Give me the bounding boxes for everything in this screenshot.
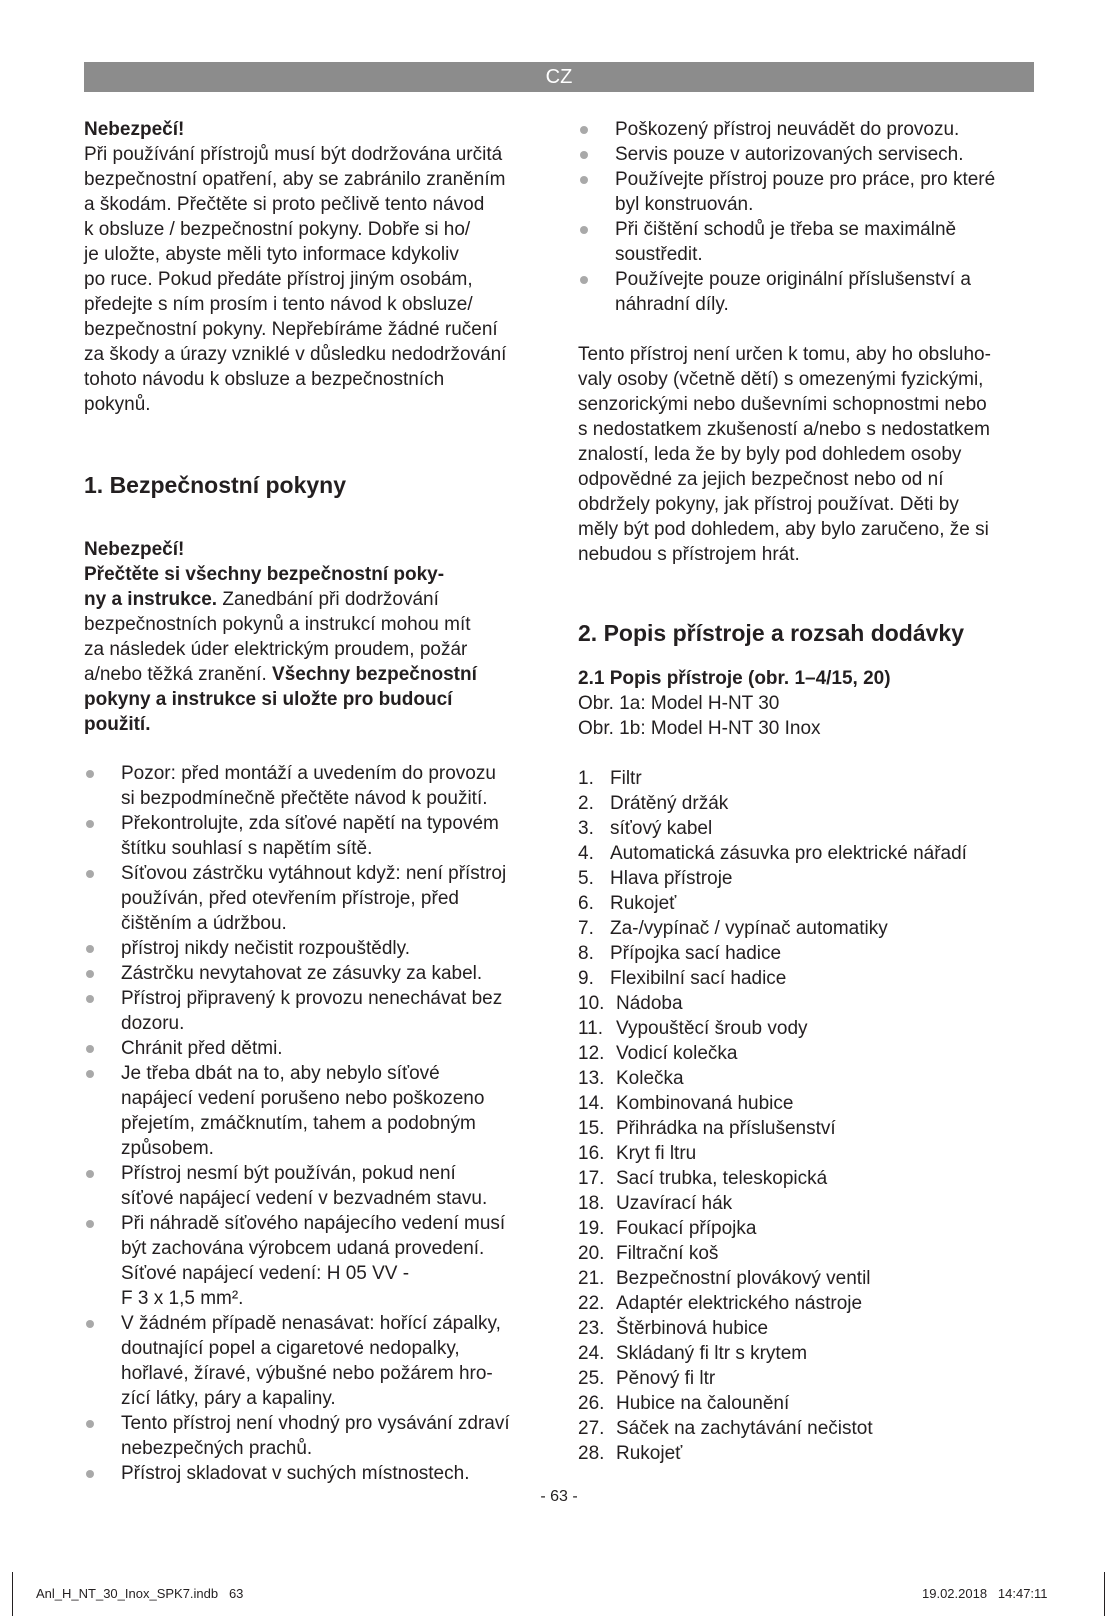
part-number: 10. xyxy=(578,993,605,1014)
part-number: 1. xyxy=(578,768,594,789)
text-line: bezpečnostní opatření, aby se zabránilo zraněním xyxy=(84,169,506,190)
bullet-text-line: síťové napájecí vedení v bezvadném stavu. xyxy=(121,1188,488,1209)
part-item xyxy=(578,1091,1040,1116)
bullet-dot-icon xyxy=(580,126,588,134)
footer-timestamp: 19.02.2018 14:47:11 xyxy=(922,1586,1048,1601)
part-label: Foukací přípojka xyxy=(616,1218,757,1239)
text-line: nebudou s přístrojem hrát. xyxy=(578,544,800,565)
bullet-text-line: hořlavé, žíravé, výbušné nebo požárem hro- xyxy=(121,1363,493,1384)
bullet-text-line: napájecí vedení porušeno nebo poškozeno xyxy=(121,1088,485,1109)
part-item xyxy=(578,1041,1040,1066)
part-label: Za-/vypínač / vypínač automatiky xyxy=(610,918,888,939)
part-item xyxy=(578,891,1040,916)
warning-paragraph xyxy=(84,142,549,417)
part-label: Hlava přístroje xyxy=(610,868,733,889)
bullet-item xyxy=(84,1311,549,1411)
safety-bullet-list-continued xyxy=(578,117,1040,317)
bullet-text-line: Používejte přístroj pouze pro práce, pro které xyxy=(615,169,996,190)
section-1-line-3: bezpečnostních pokynů a instrukcí mohou mít xyxy=(84,614,471,635)
part-number: 11. xyxy=(578,1018,604,1039)
part-number: 4. xyxy=(578,843,594,864)
text-line: valy osoby (včetně dětí) s omezenými fyzickými, xyxy=(578,369,984,390)
bullet-dot-icon xyxy=(86,870,94,878)
bullet-item xyxy=(84,861,549,936)
warning-title: Nebezpečí! xyxy=(84,119,185,140)
part-label: Sáček na zachytávání nečistot xyxy=(616,1418,873,1439)
part-label: Pěnový fi ltr xyxy=(616,1368,716,1389)
bullet-item xyxy=(578,267,1040,317)
bullet-text-line: být zachována výrobcem udaná provedení. xyxy=(121,1238,485,1259)
bullet-dot-icon xyxy=(86,1220,94,1228)
bullet-item xyxy=(578,117,1040,142)
right-column xyxy=(578,117,1040,1466)
bullet-item xyxy=(84,961,549,986)
text-line: Při používání přístrojů musí být dodržována určitá xyxy=(84,144,503,165)
part-number: 8. xyxy=(578,943,594,964)
bullet-text-line: náhradní díly. xyxy=(615,294,729,315)
part-label: Vodicí kolečka xyxy=(616,1043,738,1064)
part-label: Vypouštěcí šroub vody xyxy=(616,1018,808,1039)
model-b-line: Obr. 1b: Model H-NT 30 Inox xyxy=(578,718,821,739)
bullet-item xyxy=(578,167,1040,217)
section-1-line-1: Přečtěte si všechny bezpečnostní poky- xyxy=(84,564,445,585)
section-1-line-4: za následek úder elektrickým proudem, požár xyxy=(84,639,468,660)
part-label: Kolečka xyxy=(616,1068,684,1089)
text-line: odpovědné za jejich bezpečnost nebo od ní xyxy=(578,469,944,490)
bullet-dot-icon xyxy=(580,276,588,284)
model-a-line: Obr. 1a: Model H-NT 30 xyxy=(578,693,780,714)
section-2-1 xyxy=(578,666,1040,741)
part-item xyxy=(578,1266,1040,1291)
crop-mark-right xyxy=(1104,1572,1105,1616)
part-number: 20. xyxy=(578,1243,605,1264)
part-number: 21. xyxy=(578,1268,605,1289)
part-label: Kryt fi ltru xyxy=(616,1143,697,1164)
bullet-text-line: Při náhradě síťového napájecího vedení musí xyxy=(121,1213,506,1234)
bullet-text-line: soustředit. xyxy=(615,244,703,265)
bullet-dot-icon xyxy=(86,1470,94,1478)
part-item xyxy=(578,1141,1040,1166)
language-code: CZ xyxy=(545,66,573,88)
bullet-dot-icon xyxy=(86,770,94,778)
bullet-text-line: si bezpodmínečně přečtěte návod k použití. xyxy=(121,788,488,809)
part-label: Štěrbinová hubice xyxy=(616,1318,769,1339)
bullet-text-line: V žádném případě nenasávat: hořící zápalky, xyxy=(121,1313,501,1334)
part-label: Skládaný fi ltr s krytem xyxy=(616,1343,808,1364)
part-label: Automatická zásuvka pro elektrické nářadí xyxy=(610,843,967,864)
part-item xyxy=(578,1341,1040,1366)
bullet-text-line: Používejte pouze originální příslušenství a xyxy=(615,269,971,290)
part-label: Kombinovaná hubice xyxy=(616,1093,794,1114)
bullet-text-line: byl konstruován. xyxy=(615,194,754,215)
part-item xyxy=(578,1016,1040,1041)
section-1-warning xyxy=(84,537,549,737)
section-1-line-5-bold: Všechny bezpečnostní xyxy=(272,664,477,685)
part-number: 16. xyxy=(578,1143,605,1164)
section-1-heading: 1. Bezpečnostní pokyny xyxy=(84,472,347,498)
bullet-text-line: používán, před otevřením přístroje, před xyxy=(121,888,459,909)
part-item xyxy=(578,1316,1040,1341)
bullet-dot-icon xyxy=(580,176,588,184)
text-line: a škodám. Přečtěte si proto pečlivě tento návod xyxy=(84,194,485,215)
text-line: za škody a úrazy vzniklé v důsledku nedodržování xyxy=(84,344,507,365)
bullet-item xyxy=(84,811,549,861)
bullet-item xyxy=(84,1461,549,1486)
language-header-bar xyxy=(84,62,1034,92)
text-line: tohoto návodu k obsluze a bezpečnostních xyxy=(84,369,445,390)
part-item xyxy=(578,941,1040,966)
part-item xyxy=(578,991,1040,1016)
bullet-item xyxy=(84,986,549,1036)
part-item xyxy=(578,1391,1040,1416)
part-label: Přípojka sací hadice xyxy=(610,943,782,964)
parts-list xyxy=(578,766,1040,1466)
part-label: Adaptér elektrického nástroje xyxy=(616,1293,863,1314)
part-item xyxy=(578,766,1040,791)
part-label: Přihrádka na příslušenství xyxy=(616,1118,836,1139)
bullet-dot-icon xyxy=(86,1170,94,1178)
left-column xyxy=(84,117,549,1486)
part-item xyxy=(578,916,1040,941)
part-item xyxy=(578,1416,1040,1441)
bullet-text-line: Tento přístroj není vhodný pro vysávání zdraví xyxy=(121,1413,510,1434)
bullet-text-line: doutnající popel a cigaretové nedopalky, xyxy=(121,1338,460,1359)
part-item xyxy=(578,866,1040,891)
bullet-text-line: Síťové napájecí vedení: H 05 VV - xyxy=(121,1263,410,1284)
part-number: 28. xyxy=(578,1443,605,1464)
bullet-text-line: Servis pouze v autorizovaných servisech. xyxy=(615,144,964,165)
text-line: měly být pod dohledem, aby bylo zaručeno, že si xyxy=(578,519,989,540)
bullet-dot-icon xyxy=(86,995,94,1003)
part-item xyxy=(578,1116,1040,1141)
text-line: znalostí, leda že by byly pod dohledem osoby xyxy=(578,444,962,465)
bullet-text-line: nebezpečných prachů. xyxy=(121,1438,313,1459)
part-label: Nádoba xyxy=(616,993,683,1014)
part-item xyxy=(578,1241,1040,1266)
bullet-item xyxy=(578,142,1040,167)
part-label: Filtrační koš xyxy=(616,1243,719,1264)
part-number: 12. xyxy=(578,1043,605,1064)
part-number: 26. xyxy=(578,1393,605,1414)
part-number: 6. xyxy=(578,893,594,914)
bullet-text-line: Poškozený přístroj neuvádět do provozu. xyxy=(615,119,960,140)
part-label: Flexibilní sací hadice xyxy=(610,968,787,989)
bullet-text-line: Přístroj nesmí být používán, pokud není xyxy=(121,1163,456,1184)
bullet-text-line: Zástrčku nevytahovat ze zásuvky za kabel. xyxy=(121,963,483,984)
part-number: 2. xyxy=(578,793,594,814)
part-item xyxy=(578,791,1040,816)
bullet-item xyxy=(84,1161,549,1211)
part-label: síťový kabel xyxy=(610,818,713,839)
section-2-heading: 2. Popis přístroje a rozsah dodávky xyxy=(578,620,965,646)
bullet-text-line: Přístroj skladovat v suchých místnostech. xyxy=(121,1463,470,1484)
part-item xyxy=(578,1216,1040,1241)
part-label: Rukojeť xyxy=(616,1443,683,1464)
part-item xyxy=(578,966,1040,991)
part-item xyxy=(578,841,1040,866)
bullet-text-line: F 3 x 1,5 mm². xyxy=(121,1288,244,1309)
bullet-text-line: Síťovou zástrčku vytáhnout když: není přístroj xyxy=(121,863,507,884)
bullet-text-line: Chránit před dětmi. xyxy=(121,1038,283,1059)
text-line: obdržely pokyny, jak přístroj používat. Děti by xyxy=(578,494,959,515)
text-line: pokynů. xyxy=(84,394,151,415)
part-label: Uzavírací hák xyxy=(616,1193,733,1214)
part-number: 3. xyxy=(578,818,594,839)
part-item xyxy=(578,1291,1040,1316)
bullet-dot-icon xyxy=(86,945,94,953)
bullet-text-line: Je třeba dbát na to, aby nebylo síťové xyxy=(121,1063,440,1084)
section-1-line-2 xyxy=(84,587,549,612)
part-number: 9. xyxy=(578,968,594,989)
part-item xyxy=(578,1066,1040,1091)
bullet-item xyxy=(84,1036,549,1061)
section-1-line-6: pokyny a instrukce si uložte pro budoucí xyxy=(84,689,453,710)
bullet-text-line: čištěním a údržbou. xyxy=(121,913,287,934)
text-line: je uložte, abyste měli tyto informace kdykoliv xyxy=(84,244,459,265)
part-number: 7. xyxy=(578,918,594,939)
part-label: Rukojeť xyxy=(610,893,677,914)
section-1-line-2-rest: Zanedbání při dodržování xyxy=(217,589,439,610)
bullet-dot-icon xyxy=(580,226,588,234)
part-number: 18. xyxy=(578,1193,605,1214)
bullet-item xyxy=(84,761,549,811)
section-1-warning-title: Nebezpečí! xyxy=(84,539,185,560)
part-number: 15. xyxy=(578,1118,605,1139)
part-number: 27. xyxy=(578,1418,605,1439)
part-label: Sací trubka, teleskopická xyxy=(616,1168,828,1189)
bullet-item xyxy=(84,1061,549,1161)
text-line: k obsluze / bezpečnostní pokyny. Dobře si ho/ xyxy=(84,219,471,240)
bullet-text-line: Přístroj připravený k provozu nenechávat bez xyxy=(121,988,503,1009)
part-item xyxy=(578,1166,1040,1191)
section-1-line-7: použití. xyxy=(84,714,151,735)
text-line: s nedostatkem zkušeností a/nebo s nedostatkem xyxy=(578,419,990,440)
bullet-text-line: dozoru. xyxy=(121,1013,185,1034)
bullet-item xyxy=(84,1211,549,1311)
bullet-dot-icon xyxy=(86,970,94,978)
children-supervision-paragraph xyxy=(578,342,1040,567)
bullet-item xyxy=(578,217,1040,267)
bullet-dot-icon xyxy=(580,151,588,159)
part-item xyxy=(578,1441,1040,1466)
section-1-line-5-normal: a/nebo těžká zranění. xyxy=(84,664,273,685)
bullet-text-line: přístroj nikdy nečistit rozpouštědly. xyxy=(121,938,410,959)
bullet-text-line: Překontrolujte, zda síťové napětí na typovém xyxy=(121,813,499,834)
part-number: 19. xyxy=(578,1218,605,1239)
part-label: Hubice na čalounění xyxy=(616,1393,790,1414)
bullet-dot-icon xyxy=(86,1420,94,1428)
bullet-item xyxy=(84,1411,549,1461)
part-number: 13. xyxy=(578,1068,605,1089)
text-line: předejte s ním prosím i tento návod k obsluze/ xyxy=(84,294,473,315)
bullet-item xyxy=(84,936,549,961)
text-line: po ruce. Pokud předáte přístroj jiným osobám, xyxy=(84,269,473,290)
bullet-text-line: štítku souhlasí s napětím sítě. xyxy=(121,838,373,859)
part-number: 5. xyxy=(578,868,594,889)
part-label: Bezpečnostní plovákový ventil xyxy=(616,1268,871,1289)
section-2-1-subtitle: 2.1 Popis přístroje (obr. 1–4/15, 20) xyxy=(578,668,891,689)
bullet-dot-icon xyxy=(86,1070,94,1078)
part-item xyxy=(578,816,1040,841)
safety-bullet-list xyxy=(84,761,549,1486)
part-label: Drátěný držák xyxy=(610,793,729,814)
part-item xyxy=(578,1191,1040,1216)
bullet-text-line: zící látky, páry a kapaliny. xyxy=(121,1388,336,1409)
page-number: - 63 - xyxy=(540,1488,578,1505)
part-number: 22. xyxy=(578,1293,605,1314)
bullet-dot-icon xyxy=(86,1045,94,1053)
section-1-line-2-bold: ny a instrukce. xyxy=(84,589,218,610)
part-number: 24. xyxy=(578,1343,605,1364)
crop-mark-left xyxy=(12,1572,13,1616)
bullet-text-line: způsobem. xyxy=(121,1138,214,1159)
part-number: 23. xyxy=(578,1318,605,1339)
bullet-text-line: přejetím, zmáčknutím, tahem a podobným xyxy=(121,1113,476,1134)
section-1-line-5 xyxy=(84,662,549,687)
text-line: Tento přístroj není určen k tomu, aby ho obsluho- xyxy=(578,344,991,365)
part-number: 25. xyxy=(578,1368,605,1389)
footer-file-name: Anl_H_NT_30_Inox_SPK7.indb 63 xyxy=(36,1586,244,1601)
bullet-dot-icon xyxy=(86,1320,94,1328)
text-line: bezpečnostní pokyny. Nepřebíráme žádné ručení xyxy=(84,319,498,340)
bullet-text-line: Při čištění schodů je třeba se maximálně xyxy=(615,219,957,240)
text-line: senzorickými nebo duševními schopnostmi nebo xyxy=(578,394,987,415)
bullet-text-line: Pozor: před montáží a uvedením do provozu xyxy=(121,763,496,784)
bullet-dot-icon xyxy=(86,820,94,828)
part-label: Filtr xyxy=(610,768,642,789)
part-number: 14. xyxy=(578,1093,605,1114)
part-item xyxy=(578,1366,1040,1391)
part-number: 17. xyxy=(578,1168,605,1189)
